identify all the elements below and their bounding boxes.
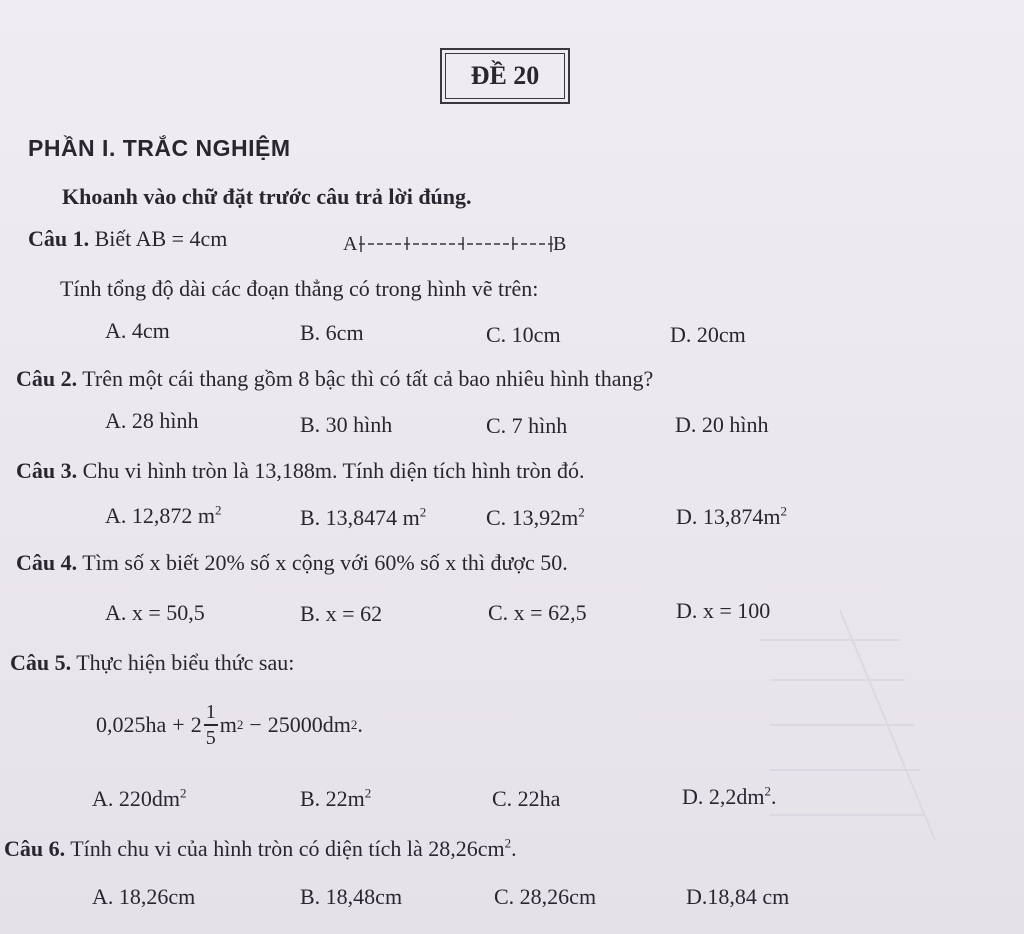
question-6-label: Câu 6. xyxy=(4,836,66,861)
expr-term-1: 0,025ha xyxy=(96,711,167,737)
question-3-label: Câu 3. xyxy=(16,458,78,483)
question-6-text: Tính chu vi của hình tròn có diện tích là 28,26cm xyxy=(70,836,505,861)
exam-title: ĐỀ 20 xyxy=(445,53,565,99)
question-1-text: Biết AB = 4cm xyxy=(94,226,228,251)
expr-term-3: 25000dm xyxy=(267,711,351,737)
q3-option-a-text: A. 12,872 m xyxy=(105,503,215,528)
q5-option-d xyxy=(682,784,777,810)
question-5-label: Câu 5. xyxy=(10,650,72,675)
q4-option-b: B. x = 62 xyxy=(300,601,383,626)
q3-option-c xyxy=(486,505,585,531)
q6-option-a: A. 18,26cm xyxy=(92,884,196,909)
q5-option-d-text: D. 2,2dm xyxy=(682,784,765,809)
q6-option-b: B. 18,48cm xyxy=(300,884,403,909)
q4-option-c: C. x = 62,5 xyxy=(488,600,587,625)
q2-option-d: D. 20 hình xyxy=(675,412,769,437)
squared-exponent: 2 xyxy=(764,783,771,799)
q5-option-b xyxy=(300,786,371,812)
squared-exponent: 2 xyxy=(578,504,585,520)
fraction-bar xyxy=(204,724,218,726)
question-5-expression: 0,025ha + 2 $\frac{1}{5}$ m 2 − 25000dm 2 . xyxy=(96,701,363,749)
expr-whole: 2 xyxy=(190,711,202,737)
q1-option-d: D. 20cm xyxy=(670,322,746,347)
question-2-text: Trên một cái thang gồm 8 bậc thì có tất cả bao nhiêu hình thang? xyxy=(82,366,654,391)
q1-option-b: B. 6cm xyxy=(300,320,364,345)
q3-option-c-text: C. 13,92m xyxy=(486,505,579,530)
question-1 xyxy=(28,226,227,252)
question-4-label: Câu 4. xyxy=(16,550,78,575)
segment-diagram xyxy=(343,228,573,258)
squared-exponent: 2 xyxy=(419,504,427,520)
question-1-label: Câu 1. xyxy=(28,226,90,251)
q3-option-b xyxy=(300,505,426,531)
q3-option-b-text: B. 13,8474 m xyxy=(300,505,420,530)
q4-option-d: D. x = 100 xyxy=(676,598,771,623)
point-b-label: B xyxy=(553,233,567,255)
expr-fraction xyxy=(204,702,218,748)
segment-ab-figure xyxy=(343,228,573,258)
q2-option-a: A. 28 hình xyxy=(105,408,199,433)
q2-option-c: C. 7 hình xyxy=(486,413,568,438)
instruction: Khoanh vào chữ đặt trước câu trả lời đúng. xyxy=(62,184,472,209)
point-a-label: A xyxy=(343,233,358,255)
q1-option-a: A. 4cm xyxy=(105,318,170,343)
section-heading: PHẦN I. TRẮC NGHIỆM xyxy=(28,135,291,161)
q5-option-b-text: B. 22m xyxy=(300,786,365,811)
question-3 xyxy=(16,458,585,484)
expr-period: . xyxy=(357,711,363,737)
fraction-numerator: 1 xyxy=(205,701,216,723)
expr-minus: − xyxy=(249,711,262,737)
question-1-prompt: Tính tổng độ dài các đoạn thẳng có trong hình vẽ trên: xyxy=(60,276,539,301)
q5-option-d-period: . xyxy=(771,784,777,809)
exam-title-box xyxy=(440,48,570,104)
q3-option-d-text: D. 13,874m xyxy=(676,504,781,529)
question-2-label: Câu 2. xyxy=(16,366,78,391)
question-3-text: Chu vi hình tròn là 13,188m. Tính diện tích hình tròn đó. xyxy=(82,458,585,483)
squared-exponent: 2 xyxy=(215,502,222,518)
squared-exponent: 2 xyxy=(504,835,512,851)
q2-option-b: B. 30 hình xyxy=(300,412,393,437)
expr-plus: + xyxy=(172,711,185,737)
fraction-denominator: 5 xyxy=(205,726,216,749)
squared-exponent: 2 xyxy=(180,785,187,801)
question-4 xyxy=(16,550,568,576)
question-5-text: Thực hiện biểu thức sau: xyxy=(76,650,295,675)
q1-option-c: C. 10cm xyxy=(486,322,561,347)
question-5 xyxy=(10,650,294,676)
q3-option-d xyxy=(676,504,787,530)
q4-option-a: A. x = 50,5 xyxy=(105,600,205,625)
question-6 xyxy=(4,836,517,862)
expr-unit-m: m xyxy=(219,711,237,737)
q5-option-a-text: A. 220dm xyxy=(92,786,180,811)
q5-option-a xyxy=(92,786,187,812)
question-2 xyxy=(16,366,653,392)
q6-option-c: C. 28,26cm xyxy=(494,884,597,909)
question-4-text: Tìm số x biết 20% số x cộng với 60% số x thì được 50. xyxy=(82,550,568,575)
squared-exponent: 2 xyxy=(364,785,372,801)
question-6-period: . xyxy=(511,836,517,861)
q3-option-a xyxy=(105,503,222,529)
q6-option-d: D.18,84 cm xyxy=(686,884,790,909)
squared-exponent: 2 xyxy=(780,503,787,519)
q5-option-c: C. 22ha xyxy=(492,786,561,811)
